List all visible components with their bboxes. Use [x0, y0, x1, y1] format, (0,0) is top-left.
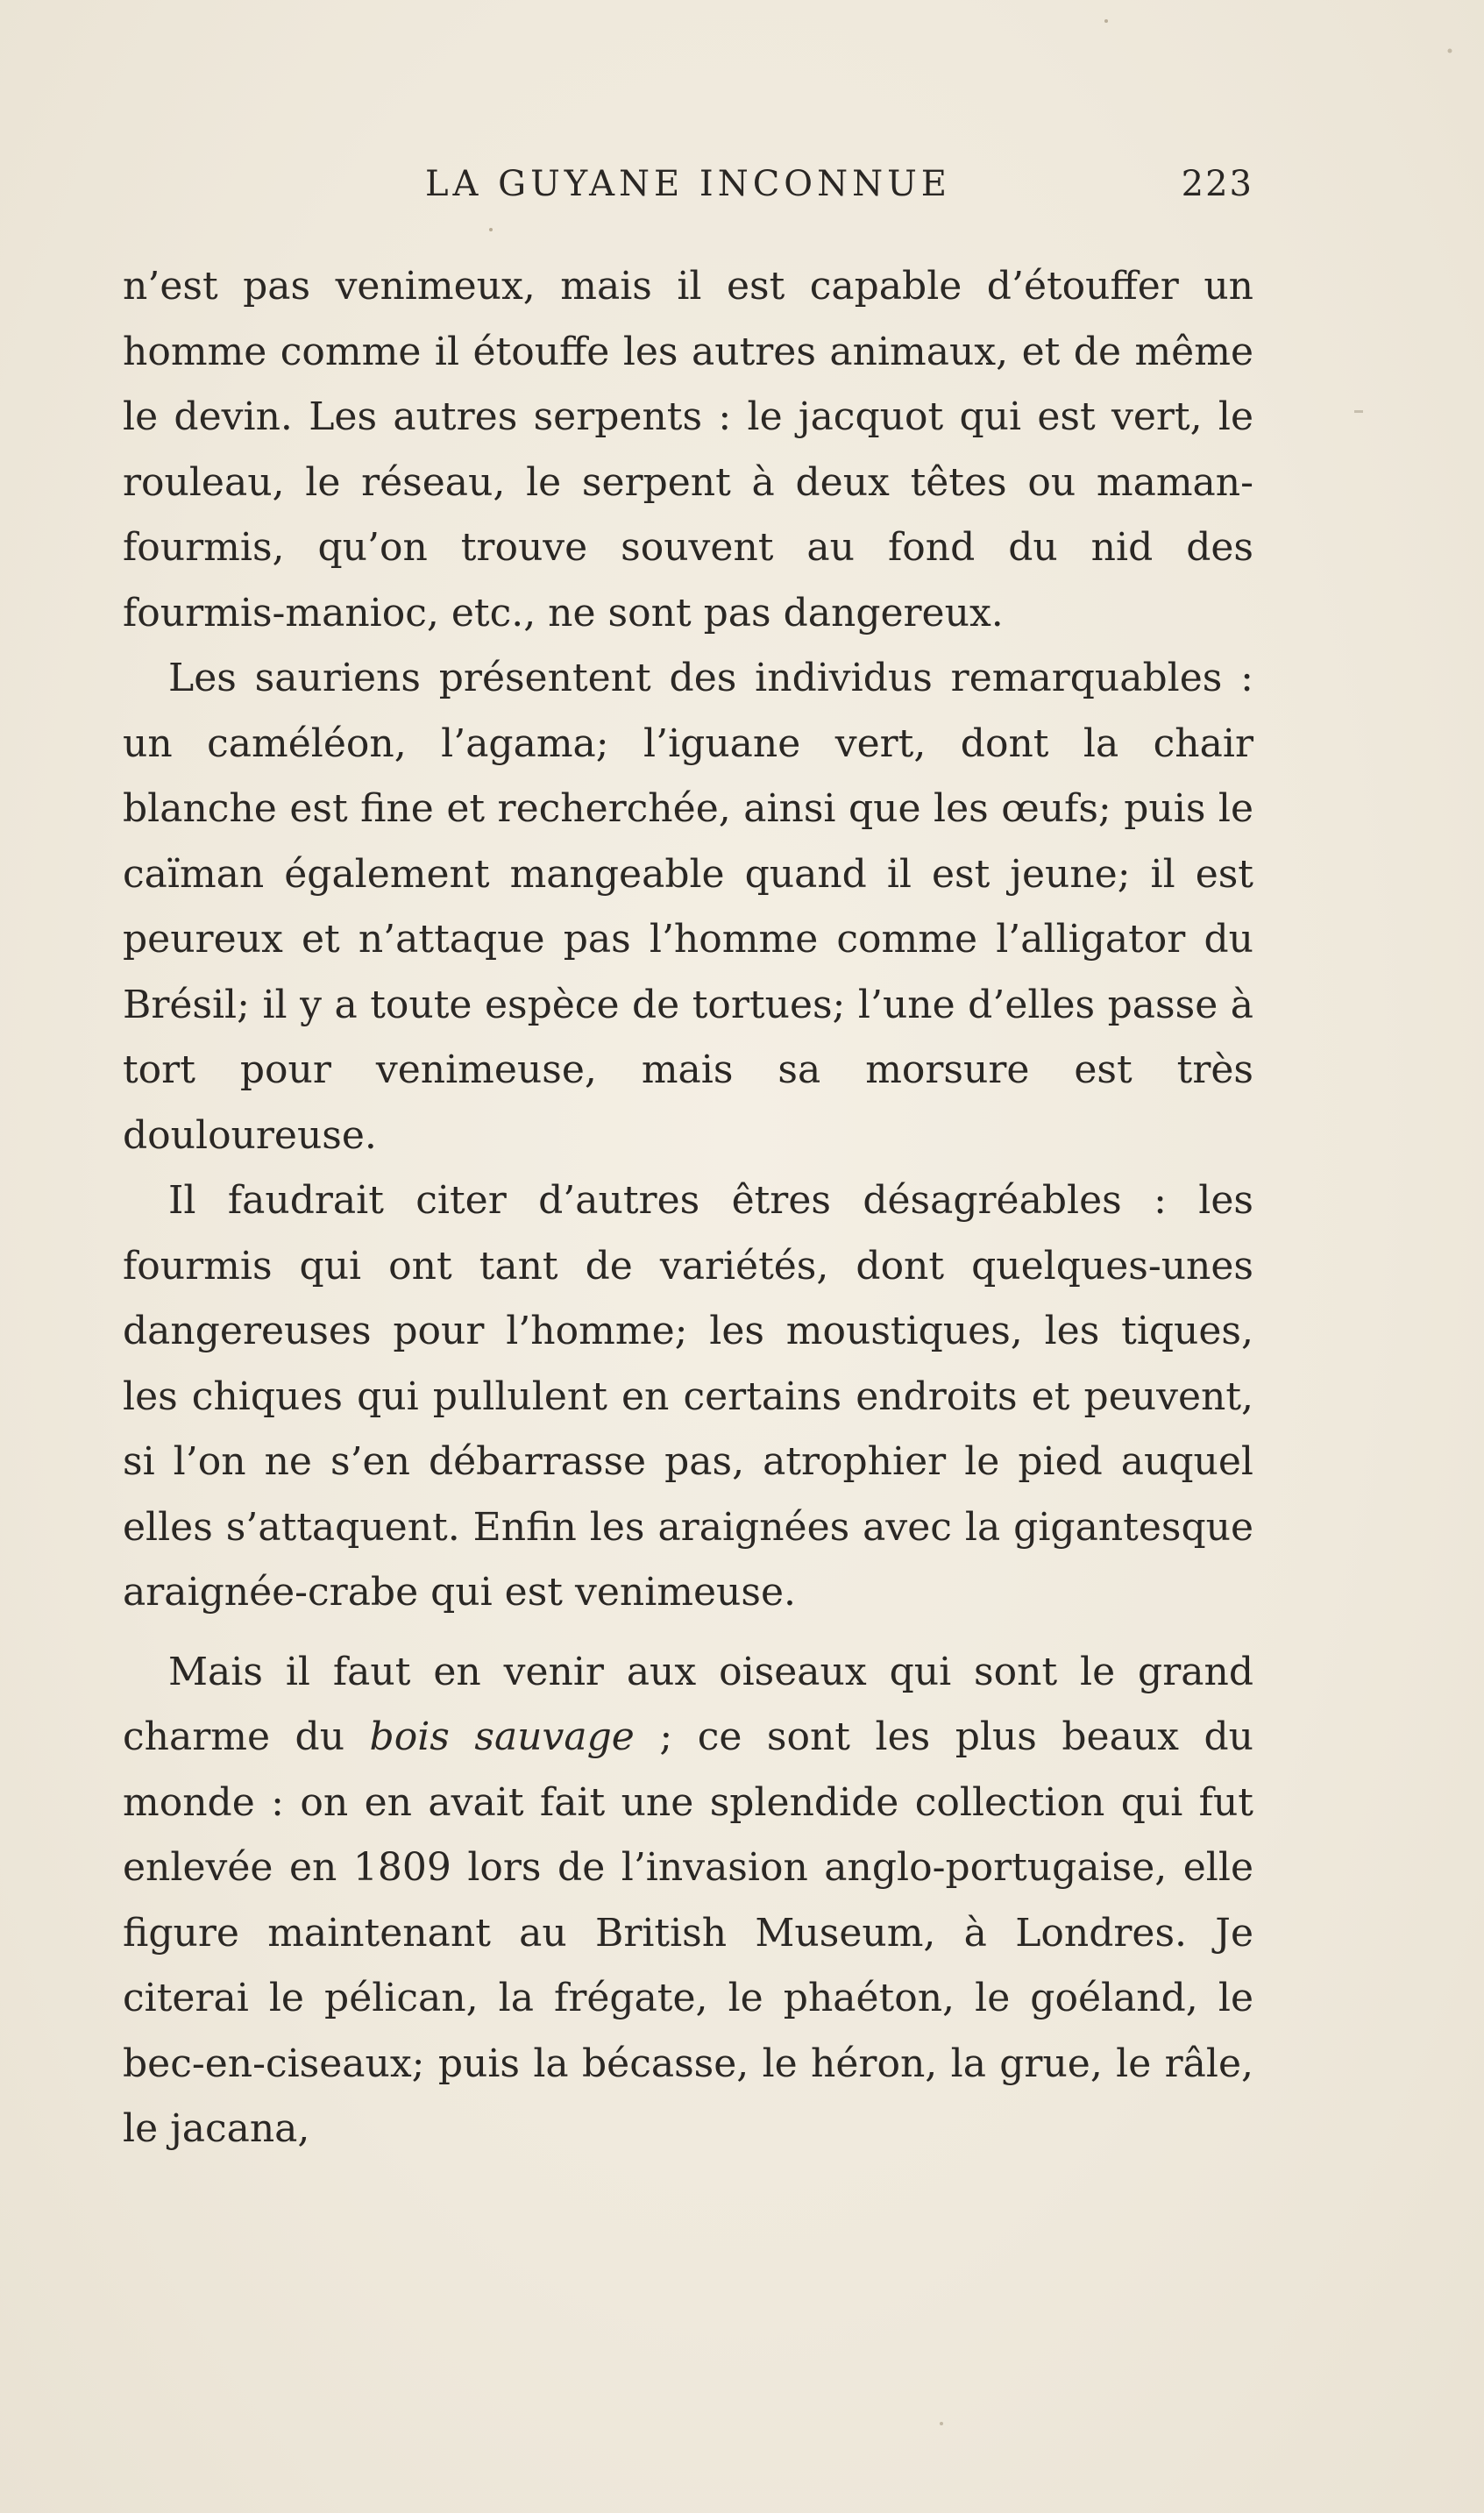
italic-bois-sauvage: bois sauvage: [369, 1714, 635, 1759]
running-head: [123, 158, 1253, 210]
speck: [1448, 49, 1452, 53]
paragraph-serpents: n’est pas venimeux, mais il est capable d’étouffer un homme comme il étouffe les autres animaux, et de même le devin. Les autres serpents : le jacquot qui est vert, le rouleau, le réseau, le serpent à deux têtes ou maman-fourmis, qu’on trouve souvent au fond du nid des fourmis-manioc, etc., ne sont pas dangereux.: [123, 264, 1253, 635]
speck: [940, 2422, 943, 2425]
body-text: [123, 254, 1253, 2162]
speck: [1104, 19, 1108, 23]
running-title: LA GUYANE INCONNUE: [424, 164, 952, 204]
page-number: 223: [1181, 164, 1253, 204]
paragraph-insectes: Il faudrait citer d’autres êtres désagréables : les fourmis qui ont tant de variétés, dont quelques-unes dangereuses pour l’homme; les moustiques, les tiques, les chiques qui pullulent en certains endroits et peuvent, si l’on ne s’en débarrasse pas, atrophier le pied auquel elles s’attaquent. Enfin les araignées avec la gigantesque araignée-crabe qui est venimeuse.: [123, 1178, 1253, 1615]
speck: [489, 228, 493, 231]
paragraph-sauriens: Les sauriens présentent des individus remarquables : un caméléon, l’agama; l’iguane vert, dont la chair blanche est fine et recherchée, ainsi que les œufs; puis le caïman également mangeable quand il est jeune; il est peureux et n’attaque pas l’homme comme l’alligator du Brésil; il y a toute espèce de tortues; l’une d’elles passe à tort pour venimeuse, mais sa morsure est très douloureuse.: [123, 656, 1253, 1158]
paragraph-oiseaux-start: Mais il faut en venir aux oiseaux qui sont le grand charme du: [123, 1649, 1253, 1759]
speck: [1354, 410, 1363, 413]
paragraph-oiseaux: [123, 1640, 1253, 2162]
paragraph-oiseaux-end: ; ce sont les plus beaux du monde : on en avait fait une splendide collection qui fut enlevée en 1809 lors de l’invasion anglo-portugaise, elle figure maintenant au British Museum, à Londres. Je citerai le pélican, la frégate, le phaéton, le goéland, le bec-en-ciseaux; puis la bécasse, le héron, la grue, le râle, le jacana,: [123, 1714, 1253, 2151]
